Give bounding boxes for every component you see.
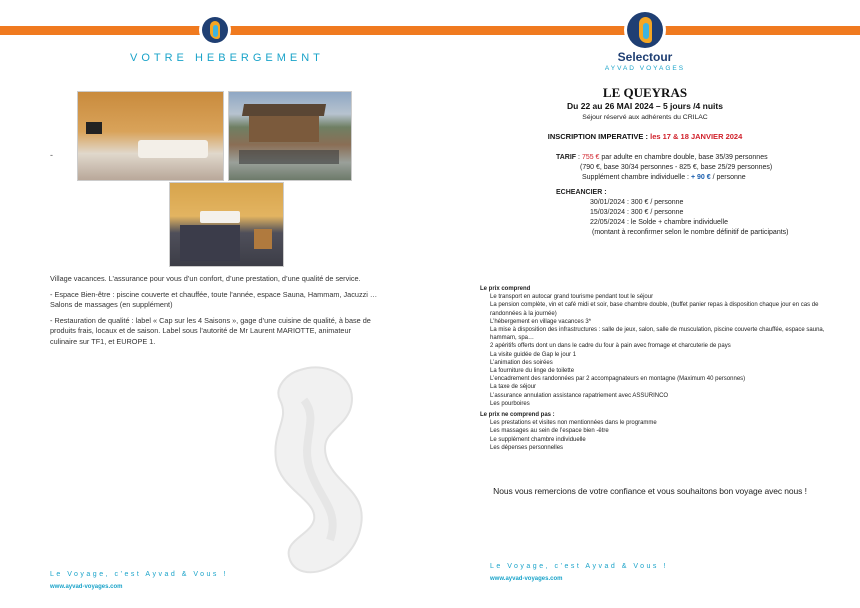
list-item: Les dépenses personnelles (490, 444, 564, 451)
list-item: Les prestations et visites non mentionnées dans le programme (490, 420, 657, 427)
tarif-line-2: (790 €, base 30/34 personnes - 825 €, base 25/29 personnes) (580, 164, 773, 171)
list-item: L’assurance annulation assistance rapatriement avec ASSURINCO (490, 392, 669, 399)
echeancier-block (556, 188, 856, 238)
footer-slogan-right: Le Voyage, c’est Ayvad & Vous ! (490, 563, 668, 570)
tarif-line-1: TARIF : 755 € par adulte en chambre double, base 35/39 personnes (556, 154, 768, 161)
list-item: L’hébergement en village vacances 3* (490, 318, 592, 325)
trip-dates: Du 22 au 26 MAI 2024 – 5 jours /4 nuits (567, 101, 723, 111)
tarif-price: 755 € (581, 154, 600, 161)
brand-subtitle: AYVAD VOYAGES (604, 65, 686, 72)
echeancier-item: 30/01/2024 : 300 € / personne (590, 199, 684, 206)
trip-title: LE QUEYRAS (602, 85, 688, 100)
tarif-label: TARIF (556, 154, 577, 161)
list-item: Les massages au sein de l’espace bien -être (490, 428, 609, 435)
tarif-supplement: + 90 € (690, 174, 711, 181)
tarif-block (556, 153, 856, 183)
list-item: La pension complète, vin et café midi et soir, base chambre double, (buffet panier repas à disposition chaque jour en cas de randonnées à la journée) (490, 302, 819, 317)
list-item: La mise à disposition des infrastructures : salle de jeux, salon, salle de musculation, piscine couverte chauffée, espace sauna, hammam, spa… (490, 327, 825, 342)
footer-slogan: Le Voyage, c’est Ayvad & Vous ! (50, 571, 228, 578)
excludes-title: Le prix ne comprend pas : (480, 412, 555, 419)
bedroom-photo (169, 182, 284, 267)
description-paragraph-2: - Espace Bien-être : piscine couverte et chauffée, toute l’année, espace Sauna, Hammam, Jacuzzi … Salons de massages (en supplément) (50, 289, 378, 309)
echeancier-item: 22/05/2024 : le Solde + chambre individuelle (590, 219, 728, 226)
list-item: L’encadrement des randonnées par 2 accompagnateurs en montagne (Maximum 40 personnes) (490, 376, 746, 383)
inscription-line (430, 132, 860, 141)
description-paragraph-3: - Restauration de qualité : label « Cap sur les 4 Saisons », gage d’une cuisine de qualité, à base de produits frais, locaux et de saison. Label sous l’autorité de Mr Laurent MARIOTTE, animateur culinaire sur TF1, et EUROPE 1. (50, 315, 371, 346)
list-item: Le transport en autocar grand tourisme pendant tout le séjour (490, 294, 654, 301)
hotel-room-photo (77, 91, 224, 181)
list-item: 2 apéritifs offerts dont un dans le cadre du four à pain avec fromage et charcuterie de pays (490, 343, 731, 350)
list-item: La visite guidée de Gap le jour 1 (490, 351, 577, 358)
footer-website-link[interactable]: www.ayvad-voyages.com (50, 584, 123, 590)
description-paragraph-1: Village vacances. L’assurance pour vous d’un confort, d’une prestation, d’une qualité de service. (50, 274, 361, 283)
list-item: L’animation des soirées (490, 359, 553, 366)
trip-reserved-note: Séjour réservé aux adhérents du CRILAC (582, 114, 708, 121)
inscription-label: INSCRIPTION IMPERATIVE : (547, 132, 651, 141)
list-item: Le supplément chambre individuelle (490, 436, 586, 443)
price-includes-list (480, 285, 840, 452)
footer-website-link-right[interactable]: www.ayvad-voyages.com (490, 576, 563, 582)
thank-you-message: Nous vous remercions de votre confiance et vous souhaitons bon voyage avec nous ! (493, 486, 807, 496)
brand-name: Selectour (617, 50, 673, 64)
tarif-line-3: Supplément chambre individuelle : + 90 € / personne (582, 174, 746, 181)
list-item: La fourniture du linge de toilette (490, 368, 575, 375)
seahorse-watermark-icon (230, 360, 390, 590)
section-title: VOTRE HEBERGEMENT (130, 52, 324, 64)
list-item: La taxe de séjour (490, 384, 537, 391)
echeancier-item: 15/03/2024 : 300 € / personne (590, 209, 684, 216)
stray-dash: - (50, 150, 53, 160)
seahorse-logo-icon (202, 17, 228, 43)
inscription-dates: les 17 & 18 JANVIER 2024 (650, 132, 743, 141)
list-item: Les pourboires (490, 400, 530, 407)
echeancier-note: (montant à reconfirmer selon le nombre définitif de participants) (592, 229, 789, 236)
echeancier-title: ECHEANCIER : (556, 189, 607, 196)
right-page (430, 0, 860, 608)
includes-title: Le prix comprend (480, 286, 531, 292)
accommodation-description (50, 274, 380, 352)
selectour-seahorse-logo-icon (627, 12, 663, 48)
village-exterior-photo (228, 91, 352, 181)
